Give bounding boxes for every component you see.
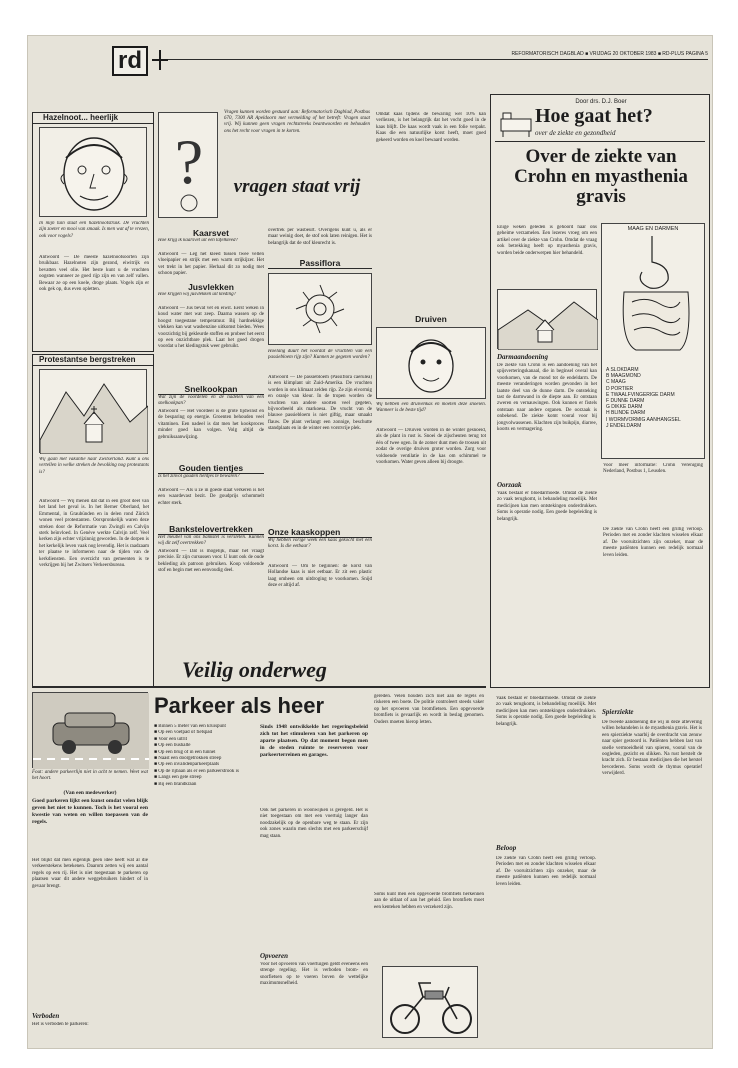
kaas-title: Onze kaaskoppen bbox=[268, 527, 372, 538]
hazelnoot-title: Hazelnoot... heerlijk bbox=[33, 113, 153, 124]
masthead-plus-icon bbox=[152, 50, 168, 70]
bullet-10: ■ Bij een brandkraan bbox=[154, 781, 197, 787]
veilig-section bbox=[32, 652, 486, 1044]
hazelnoot-question: In mijn tuin staat een hazelnootstruik. De vruchten zijn zoeter en mooi van smaak. Is men wat af te vrezen, ook voor vogels? bbox=[39, 221, 149, 239]
church-mountain-icon bbox=[40, 370, 148, 454]
moped-photo bbox=[382, 966, 478, 1038]
druiven-answer: Antwoord — Druiven worden in de winter gesnoeid, als de plant in rust is. Snoei de zijscheuten terug tot één of twee ogen. In de zomer dunt men de trossen uit zodat de overige druiven groter worden. Zorg voor voldoende ventilatie in de kas om schimmel te voorkomen. Water geven alleen bij droogte. bbox=[376, 428, 486, 466]
gezondheid-lower bbox=[490, 692, 710, 1042]
body-spierziekte: De tweede aandoening die wij in deze aflevering willen behandelen is de myasthenia gravis. Het is een spierziekte waarbij de overdracht van zenuw naar spier gestoord is. Patiënten hebben last van snelle vermoeidheid van spieren, vooral van de oogleden, gezicht en slikken. Na rust herstelt de kracht zich. Er bestaan medicijnen die het herstel bevorderen. Soms wordt de thymus operatief verwijderd. bbox=[602, 720, 702, 777]
right-col-top: Omdat kaas tijdens de bewaring wel 10% kan verliezen, is het belangrijk dat het vocht goed in de kaas blijft. De kaas wordt vaak in een folie verpakt. Kaas die een natuurlijke korst heeft, moet goed gekeerd worden en koel bewaard worden. bbox=[376, 112, 486, 143]
hazelnoot-box bbox=[32, 112, 154, 352]
column-two bbox=[158, 228, 264, 688]
jusvlekken-title: Jusvlekken bbox=[188, 282, 234, 292]
bullet-list bbox=[154, 724, 254, 1040]
column-three bbox=[268, 228, 372, 688]
bullet-5: ■ Op een brug of in een tunnel bbox=[154, 749, 216, 755]
bullet-6: ■ Naast een doorgetrokken streep bbox=[154, 756, 222, 762]
veilig-headline: Parkeer als heer bbox=[154, 693, 325, 718]
protestant-question: Wij gaan met vakantie naar Zwitserland. Kunt u ons vertellen in welke streken de bevolking nog protestants is? bbox=[39, 457, 149, 475]
bank-answer: Antwoord — Dat is mogelijk, maar het vraagt precisie. Er zijn cursussen voor. U kunt ook de oude bekleding als patroon gebruiken. Koop voldoende stof en begin met een eenvoudig deel. bbox=[158, 549, 264, 574]
tientjes-answer: Antwoord — Als u ze in goede staat verkeren is het een waardevast bezit. De goudprijs schommelt echter sterk. bbox=[158, 488, 264, 506]
veilig-source: (Van een medewerker) bbox=[63, 790, 117, 796]
bank-title: Bankstelovertrekken bbox=[158, 524, 264, 535]
bank-question: Het meubel van ons bankstel is versleten. Kunnen wij dit zelf overtrekken? bbox=[158, 535, 264, 547]
kaarsvet-answer: Antwoord — Leg het kleed tussen twee vellen vloeipapier en strijk met een warm strijkijzer. Het vet trekt in het papier. Herhaal dit zo nodig met schoon papier. bbox=[158, 252, 264, 277]
body-oorzaak: Vaak bestaat er bloedarmoede. Omdat de ziekte zo vaak terugkomt, is behandeling moeilijk. Met medicijnen kan men ontstekingen onderdrukken. Soms is operatie nodig. Een goede begeleiding is belangrijk. bbox=[497, 491, 597, 522]
legend-f: F DUNNE DARM bbox=[606, 398, 645, 405]
jusvlekken-answer: Antwoord — Jus bevat vet en eiwit. Eerst weken in koud water met wat zeep. Daarna wassen op de hoogst toegestane temperatuur. Bij hardnekkige vlekken kan wat wasbenzine uitkomst bieden. Wees voorzichtig bij gekleurde stoffen en probeer het eerst op een onzichtbare plek. Laat het goed drogen voordat u het kledingstuk weer gebruikt. bbox=[158, 306, 264, 350]
logo-text: rd bbox=[118, 47, 142, 74]
gezondheid-intro: Enige weken geleden is gehoord haar ons geheime verzamelen. Een lezeres vroeg om een artikel over de ziekte van Crohn. Omdat de vraag ook betrekking heeft op myasthenia gravis, worden beide onderwerpen hier behandeld. bbox=[497, 225, 597, 256]
veilig-body-col4b: Soms kunt men een opgevoerde bromfiets herkennen aan de uitlaat of aan het geluid. Een bromfiets moet een kenteken hebben en verzekerd zijn. bbox=[374, 892, 484, 910]
bullet-4: ■ Op een bushalte bbox=[154, 743, 191, 749]
passiflora-question: Hoelang duurt het voordat de vruchten van een passiebloem rijp zijn? Kunnen ze gegeten worden? bbox=[268, 349, 372, 361]
photo-caption: Fout: andere parkeerlijn niet in acht te nemen. Weet wat het hoort. bbox=[32, 770, 148, 782]
kaarsvet-title: Kaarsvet bbox=[193, 228, 229, 238]
legend-d: D PORTIER bbox=[606, 385, 634, 392]
veilig-body-left: Het blijkt dat men eigenlijk geen idee heeft wat al die verkeerstekens betekenen. Daarom zetten wij een aantal regels op een rij. Het is niet toegestaan te parkeren op plaatsen waar dit andere weggebruikers hindert of in gevaar brengt. bbox=[32, 858, 148, 889]
legend-b: B MAAGMOND bbox=[606, 373, 641, 380]
vragen-header bbox=[158, 106, 372, 224]
sub-darmaandoening: Darmaandoening bbox=[497, 353, 548, 361]
body-darmaandoening: De ziekte van Crohn is een aandoening van het spijsverteringskanaal, die in beginsel overal kan voorkomen, van de mond tot de endeldarm. De meeste veranderingen worden gevonden in het laatste deel van de dunne darm. De ontsteking tast de darmwand in de diepte aan. Er ontstaan zweren en vernauwingen. Ook kunnen er fistels ontstaan naar andere organen. De oorzaak is onbekend. De ziekte komt vooral voor bij jongvolwassenen. Klachten zijn buikpijn, diarree, koorts en vermagering. bbox=[497, 363, 597, 433]
bullet-1: ■ Binnen 5 meter van een kruispunt bbox=[154, 724, 226, 729]
passiflora-illustration bbox=[268, 273, 372, 345]
veilig-lead: Goed parkeren lijkt een kunst omdat velen blijk geven het niet te kunnen. Toch is het vooral een kwestie van weten en willen toepassen van de regels. bbox=[32, 798, 148, 825]
druiven-illustration bbox=[376, 327, 486, 399]
hazelnoot-answer: Antwoord — De meeste hazelnootsoorten zijn bruikbaar. Hazelnoten zijn gezond, eiwitrijk en bevatten veel olie. Het beste kunt u de vruchten oogsten wanneer ze goed rijp zijn en van zelf vallen. Bewaar ze op een koele, droge plaats. Vogels zijn er ook gek op, dus even opletten. bbox=[39, 255, 149, 293]
protestant-box bbox=[32, 354, 154, 688]
bullet-2: ■ Op een voetpad of fietspad bbox=[154, 730, 213, 736]
parked-car-icon bbox=[33, 693, 149, 769]
bullet-3: ■ Voor een uitrit bbox=[154, 736, 187, 742]
question-icon bbox=[159, 113, 219, 219]
column-four bbox=[376, 112, 486, 688]
veilig-body-left2: Het is verboden te parkeren: bbox=[32, 1022, 89, 1027]
legend-i: I WORMVORMIG AANHANGSEL bbox=[606, 416, 681, 423]
man-face-illustration bbox=[40, 128, 148, 218]
druiven-title: Druiven bbox=[415, 314, 447, 324]
bullet-9: ■ Langs een gele streep bbox=[154, 775, 202, 781]
passiflora-title: Passiflora bbox=[268, 258, 372, 269]
gezondheid-headline: Over de ziekte van Crohn en myasthenia gravis bbox=[514, 146, 688, 207]
sub-spierziekte: Spierziekte bbox=[602, 708, 634, 716]
sub-oorzaak: Oorzaak bbox=[497, 481, 522, 489]
tientjes-title: Gouden tientjes bbox=[158, 463, 264, 474]
kaas-question: Wij hebben vorige week een kaas gekocht met een korst. Is die eetbaar? bbox=[268, 538, 372, 550]
gezondheid-logo: Hoe gaat het? bbox=[535, 105, 653, 127]
intestine-icon bbox=[602, 232, 706, 362]
veilig-sub-col3: Opvoeren bbox=[260, 952, 288, 960]
question-mark-illustration bbox=[158, 112, 218, 218]
newspaper-page bbox=[28, 36, 712, 1048]
snelkookpan-answer: Antwoord — Het voordeel is de grote tijdwinst en de besparing op energie. Groenten behouden veel vitaminen. Een nadeel is dat men het kookproces minder goed kan volgen. Volg altijd de gebruiksaanwijzing. bbox=[158, 409, 264, 440]
kaarsvet-question: Hoe krijg ik kaarsvet uit een tafelkleed? bbox=[158, 238, 238, 243]
kaas-answer: Antwoord — Om te beginnen: de korst van Hollandse kaas is niet eetbaar. Er zit een plastic laag omheen om uitdroging te voorkomen. Snijd deze er altijd af. bbox=[268, 564, 372, 589]
veilig-intro-col3: Sinds 1948 ontwikkelde het regeringsbeleid zich tot het stimuleren van het parkeren op aparte plaatsen. Op dat moment begon men in de steden ruimte te reserveren voor parkeerterreinen en garages. bbox=[260, 724, 368, 758]
village-illustration bbox=[497, 289, 597, 349]
legend-c: C MAAG bbox=[606, 379, 626, 386]
bullet-7: ■ Op een invalidenparkeerplaats bbox=[154, 762, 220, 768]
bed-icon bbox=[499, 109, 533, 139]
gezondheid-sub: over de ziekte en gezondheid bbox=[535, 129, 616, 137]
gezondheid-box bbox=[490, 94, 710, 688]
protestant-title: Protestantse bergstreken bbox=[33, 355, 153, 366]
veilig-sub-left: Verboden bbox=[32, 1012, 60, 1020]
middle-col-top: overtrek per wasbeurt. Overigens kunt u, als er maar weinig doet, de stof ook laten reinigen. Het is belangrijk dat de stof kleurecht is. bbox=[268, 228, 372, 246]
masthead-rule bbox=[168, 59, 708, 60]
right-continued: De ziekte van Crohn heeft een grillig verloop. Perioden met en zonder klachten wisselen elkaar af. De vooruitzichten zijn onzeker, maar de meeste patiënten kunnen een redelijk normaal leven leiden. bbox=[603, 527, 703, 558]
tientjes-question: Is het zinvol gouden tientjes te bewaren? bbox=[158, 474, 240, 479]
village-icon bbox=[498, 290, 598, 350]
snelkookpan-title: Snelkookpan bbox=[158, 384, 264, 395]
veilig-body-col3: Ook het parkeren in woonwijken is geregeld. Het is niet toegestaan om met een voertuig langer dan noodzakelijk op de openbare weg te staan. Er zijn ook zones waarin men slechts met een parkeerschijf mag staan. bbox=[260, 808, 368, 839]
bullet-8: ■ Op de rijbaan als er een parkeerstrook is bbox=[154, 768, 239, 774]
veilig-body-col4: gereden. Velen houden zich niet aan de regels en riskeren een boete. De politie controleert steeds vaker op het opvoeren van bromfietsen. Een opgevoerde bromfiets is gevaarlijk en wordt in beslag genomen. Ouders moeten hierop letten. bbox=[374, 694, 484, 725]
passiflora-answer: Antwoord — De passiebloem (Passiflora caerulea) is een klimplant uit Zuid-Amerika. De vruchten worden in ons klimaat zelden rijp. Ze zijn eivormig en oranje van kleur. In de tropen worden de vruchten van andere soorten veel gegeten, bijvoorbeeld als markoesa. De vrucht van de blauwe passiebloem is niet giftig, maar smaakt flauw. De plant verlangt een zonnige, beschutte standplaats en in de winter een vorstvrije plek. bbox=[268, 375, 372, 432]
veilig-logo: Veilig onderweg bbox=[182, 657, 327, 682]
flower-icon bbox=[269, 274, 371, 344]
mountain-illustration bbox=[39, 369, 147, 453]
body-beloop: De ziekte van Crohn heeft een grillig verloop. Perioden met en zonder klachten wisselen elkaar af. De vooruitzichten zijn onzeker, maar de meeste patiënten kunnen een redelijk normaal leven leiden. bbox=[496, 856, 596, 887]
legend-e: E TWAALFVINGERIGE DARM bbox=[606, 391, 675, 398]
masthead-date: REFORMATORISCH DAGBLAD ■ VRIJDAG 20 OKTOBER 1983 ■ RD-PLUS PAGINA 5 bbox=[511, 51, 708, 57]
moped-icon bbox=[383, 967, 479, 1039]
car-photo bbox=[32, 692, 148, 768]
sub-beloop: Beloop bbox=[496, 844, 517, 852]
hazelnoot-cartoon bbox=[39, 127, 147, 217]
snelkookpan-question: Wat zijn de voordelen en de nadelen van een snelkookpan? bbox=[158, 395, 264, 407]
legend-h: H BLINDE DARM bbox=[606, 410, 646, 417]
jusvlekken-question: Hoe krijgen wij jusvlekken uit kleding? bbox=[158, 292, 237, 297]
vragen-heading: vragen staat vrij bbox=[233, 176, 361, 197]
body-oorzaak-cont: Vaak bestaat er bloedarmoede. Omdat de ziekte zo vaak terugkomt, is behandeling moeilijk. Met medicijnen kan men ontstekingen onderdrukken. Soms is operatie nodig. Een goede begeleiding is belangrijk. bbox=[496, 696, 596, 727]
diagram-title: MAAG EN DARMEN bbox=[627, 226, 679, 232]
crohn-note: Voor meer informatie: Crohn Vereniging Nederland, Postbus 1, Leusden. bbox=[603, 463, 703, 475]
druiven-question: Wij hebben een druivenkas en moeten deze snoeien. Wanneer is de beste tijd? bbox=[376, 402, 486, 414]
gezondheid-kicker: Door drs. D.J. Boer bbox=[575, 99, 627, 105]
grapes-face-icon bbox=[377, 328, 485, 398]
veilig-body-col3b: Voor het opvoeren van voertuigen geldt eveneens een strenge regeling. Het is verboden brom- en snorfietsen op te voeren boven de wettelijke maximumsnelheid. bbox=[260, 962, 368, 987]
svg-text:?: ? bbox=[174, 126, 204, 197]
veilig-rule bbox=[32, 686, 486, 688]
legend-a: A SLOKDARM bbox=[606, 367, 639, 373]
masthead-logo bbox=[112, 46, 148, 76]
gezondheid-rule bbox=[495, 141, 705, 142]
legend-j: J ENDELDARM bbox=[606, 422, 642, 429]
legend-g: G DIKKE DARM bbox=[606, 404, 643, 411]
vragen-intro: Vragen kunnen worden gestuurd aan: Reformatorisch Dagblad, Postbus 670, 7300 AR Apeldoorn met vermelding of het betreft: Vragen staat vrij. Wij kunnen geen vragen rechtstreeks beantwoorden en behouden ons het recht voor vragen in te korten. bbox=[224, 110, 370, 134]
digestive-diagram bbox=[601, 223, 705, 459]
protestant-answer: Antwoord — Wij menen dat dat in een groot deel van het land het geval is. In het Berner Oberland, het Emmental, in Graubünden en in delen rond Zürich wonen veel protestanten. Oorspronkelijk waren deze streken door de Reformatie van Zwingli en Calvijn sterk beïnvloed. In Genève werkte Calvijn zelf. Veel kerken zijn echter vrijzinnig geworden. In de dorpen is het kerkelijk leven vaak nog levendig. Het is raadzaam ter plaatse te informeren naar de tijden van de kerkdiensten. Een overzicht van gemeenten is te verkrijgen bij het Zwitsers Verkeersbureau. bbox=[39, 499, 149, 569]
